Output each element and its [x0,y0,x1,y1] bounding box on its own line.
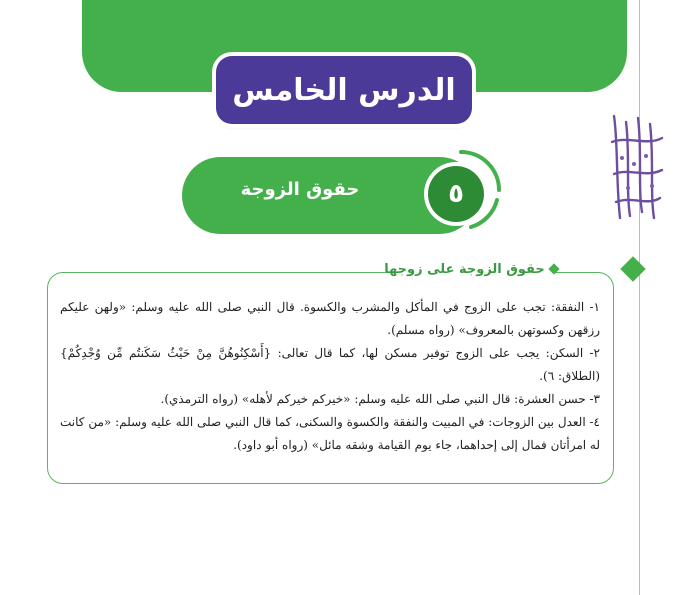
list-item: ٤- العدل بين الزوجات: في المبيت والنفقة والكسوة والسكنى، كما قال النبي صلى الله عليه وسلم: «من كانت له امرأتان فمال إلى إحداهما، جاء يوم القيامة وشقه مائل» (رواه أبو داود). [60,415,600,452]
topic-title: حقوق الزوجة [240,178,360,200]
list-item: ٢- السكن: يجب على الزوج توفير مسكن لها، كما قال تعالى: {أَسْكِنُوهُنَّ مِنْ حَيْثُ سَكَنتُم مِّن وُجْدِكُمْ} (الطلاق: ٦). [60,346,600,383]
diamond-icon [620,256,645,281]
list-item: ٣- حسن العشرة: قال النبي صلى الله عليه وسلم: «خيركم خيركم لأهله» (رواه الترمذي). [160,392,600,406]
lesson-title: الدرس الخامس [232,72,456,108]
list-item: ١- النفقة: تجب على الزوج في المأكل والمشرب والكسوة. قال النبي صلى الله عليه وسلم: «ولهن عليكم رزقهن وكسوتهن بالمعروف» (رواه مسلم). [60,300,600,337]
calligraphy-ornament-icon [608,112,666,224]
section-heading-text: حقوق الزوجة على زوجها [384,261,545,277]
section-heading [384,259,552,279]
page-margin-rule [639,0,640,595]
lesson-number-badge: ٥ [428,166,484,222]
lesson-title-box [216,56,472,124]
content-body [60,296,600,457]
